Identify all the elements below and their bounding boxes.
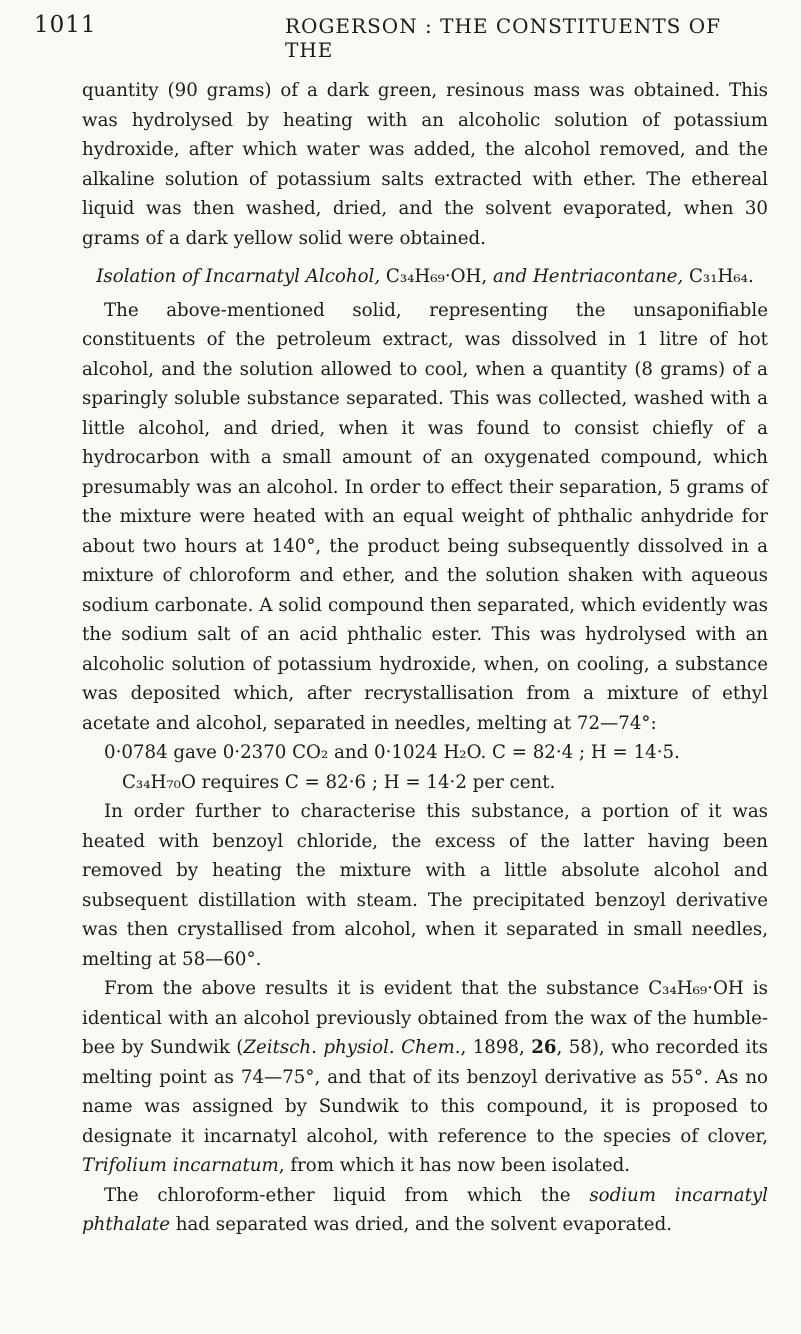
p4-text-a: From the above results it is evident that the substance C₃₄H₆₉·OH is identical with an alcohol previously obtained from the wax of the humble-bee by Sundwik ( <box>82 978 768 1058</box>
heading-text-a: Isolation of Incarnatyl Alcohol, <box>96 266 386 287</box>
section-heading <box>82 262 768 292</box>
heading-formula-2: C₃₁H₆₄. <box>689 266 754 287</box>
paragraph-1: quantity (90 grams) of a dark green, resinous mass was obtained. This was hydrolysed by heating with an alcoholic solution of potassium hydroxide, after which water was added, the alcohol removed, and the alkaline solution of potassium salts extracted with ether. The ethereal liquid was then washed, dried, and the solvent evaporated, when 30 grams of a dark yellow solid were obtained. <box>82 80 768 249</box>
volume-number: 26 <box>531 1037 557 1058</box>
analysis-requirement: C₃₄H₇₀O requires C = 82·6 ; H = 14·2 per cent. <box>122 771 556 793</box>
paragraph-3: In order further to characterise this substance, a portion of it was heated with benzoyl chloride, the excess of the latter having been removed by heating the mixture with a little absolute alcohol and subsequent distillation with steam. The precipitated benzoyl derivative was then crystallised from alcohol, when it separated in small needles, melting at 58—60°. <box>82 801 768 970</box>
species-name: Trifolium incarnatum <box>82 1155 279 1176</box>
journal-citation: Zeitsch. physiol. Chem. <box>243 1037 461 1058</box>
p4-text-c: , 58), who recorded its melting point as 74—75°, and that of its benzoyl derivative as 55°. As no name was assigned by Sundwik to this compound, it is proposed to designate it incarnatyl alcohol, with reference to the species of clover, <box>82 1037 768 1147</box>
heading-formula: C₃₄H₆₉·OH, <box>385 266 488 287</box>
p5-text-a: The chloroform-ether liquid from which the <box>104 1184 590 1206</box>
paragraph-4 <box>82 974 768 1181</box>
article-body <box>82 76 768 1240</box>
page-header <box>34 12 761 62</box>
p4-text-d: , from which it has now been isolated. <box>278 1155 631 1176</box>
paragraph-2: The above-mentioned solid, representing the unsaponifiable constituents of the petroleum extract, was dissolved in 1 litre of hot alcohol, and the solution allowed to cool, when a quantity (8 grams) of a sparingly soluble substance separated. This was collected, washed with a little alcohol, and dried, when it was found to consist chiefly of a hydrocarbon with a small amount of an oxygenated compound, which presumably was an alcohol. In order to effect their separation, 5 grams of the mixture were heated with an equal weight of phthalic anhydride for about two hours at 140°, the product being subsequently dissolved in a mixture of chloroform and ether, and the solution shaken with aqueous sodium carbonate. A solid compound then separated, which evidently was the sodium salt of an acid phthalic ester. This was hydrolysed with an alcoholic solution of potassium hydroxide, when, on cooling, a substance was deposited which, after recrystallisation from a mixture of ethyl acetate and alcohol, separated in needles, melting at 72—74°: <box>82 299 768 734</box>
compound-name: sodium incarnatyl phthalate <box>82 1184 768 1235</box>
paragraph-5 <box>82 1181 768 1240</box>
heading-text-b: and Hentriacontane, <box>487 266 689 287</box>
running-title: ROGERSON : THE CONSTITUENTS OF THE <box>285 14 721 62</box>
p5-text-b: had separated was dried, and the solvent evaporated. <box>169 1214 672 1235</box>
analysis-line: 0·0784 gave 0·2370 CO₂ and 0·1024 H₂O. C = 82·4 ; H = 14·5. <box>104 742 680 763</box>
page-number: 1011 <box>34 12 97 38</box>
p4-text-b: , 1898, <box>460 1037 532 1058</box>
